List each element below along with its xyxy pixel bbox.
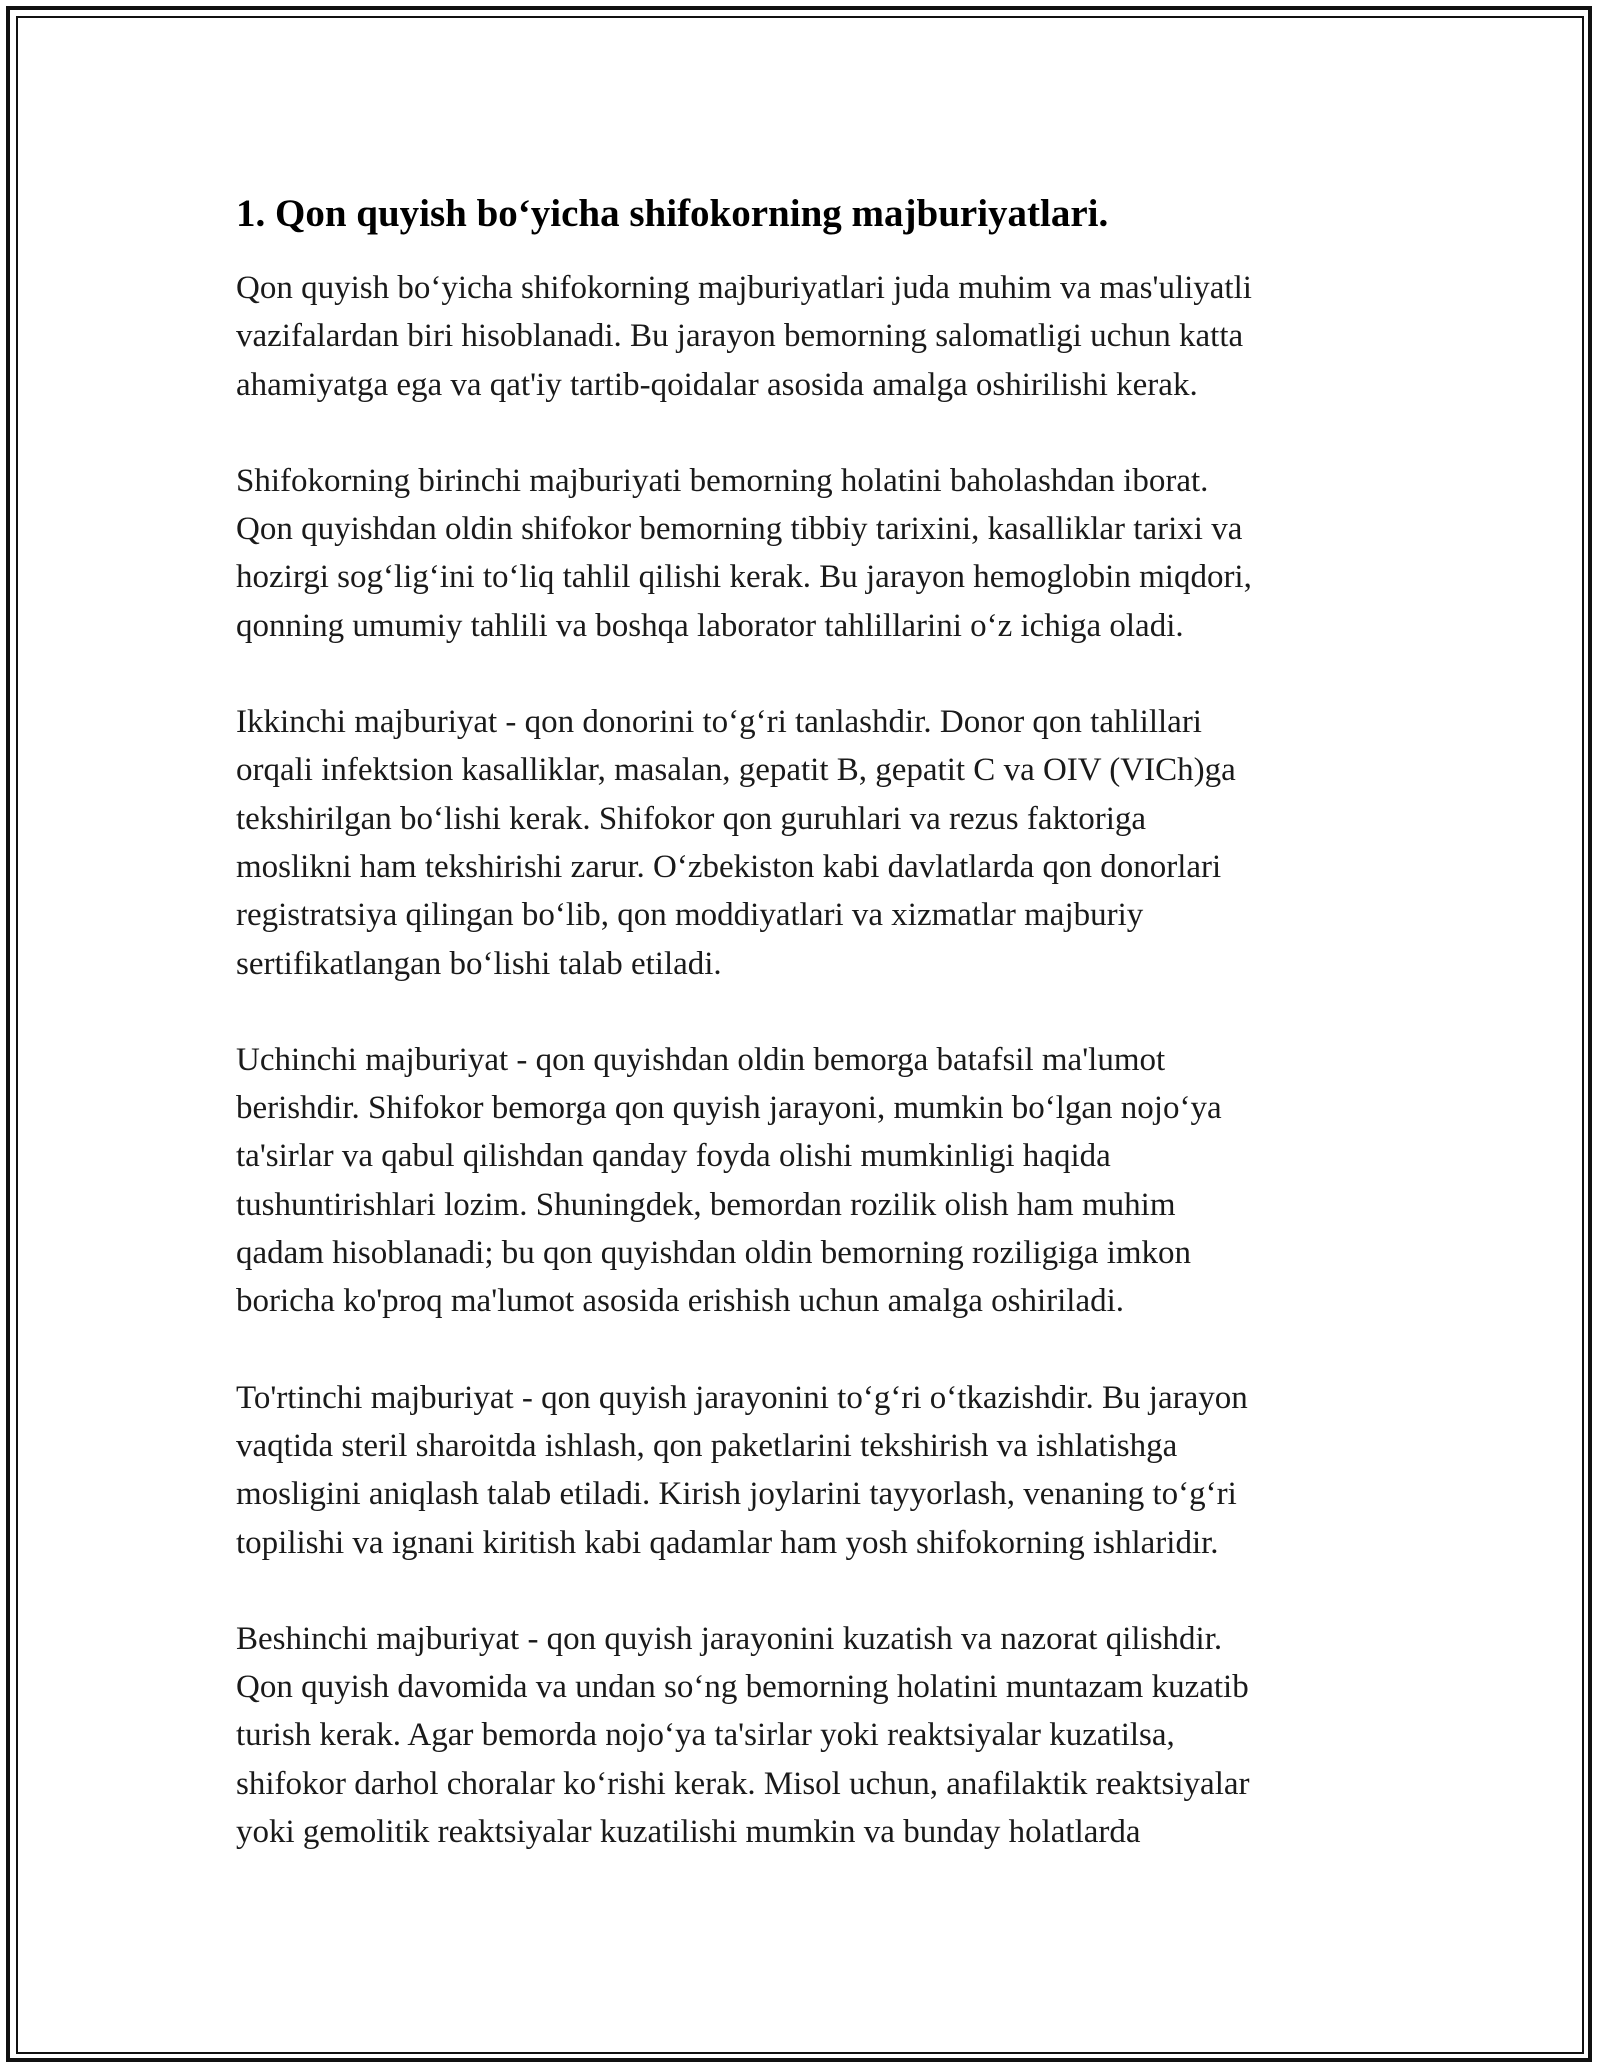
text-line: Ikkinchi majburiyat - qon donorini to‘g‘ri tanlashdir. Donor qon tahlillari (236, 704, 1202, 741)
text-line: ta'sirlar va qabul qilishdan qanday foyda olishi mumkinligi haqida (236, 1138, 1111, 1175)
document-title: 1. Qon quyish bo‘yicha shifokorning majburiyatlari. (236, 192, 1109, 235)
paragraph-second-duty (236, 698, 1406, 988)
text-line: Qon quyishdan oldin shifokor bemorning tibbiy tarixini, kasalliklar tarixi va (236, 511, 1243, 548)
paragraph-fourth-duty (236, 1374, 1406, 1567)
paragraph-fifth-duty (236, 1615, 1406, 1856)
text-line: topilishi va ignani kiritish kabi qadamlar ham yosh shifokorning ishlaridir. (236, 1524, 1219, 1561)
text-line: tekshirilgan bo‘lishi kerak. Shifokor qon guruhlari va rezus faktoriga (236, 800, 1147, 837)
text-line: To'rtinchi majburiyat - qon quyish jarayonini to‘g‘ri o‘tkazishdir. Bu jarayon (236, 1379, 1248, 1416)
text-line: mosligini aniqlash talab etiladi. Kirish joylarini tayyorlash, venaning to‘g‘ri (236, 1476, 1237, 1513)
text-line: sertifikatlangan bo‘lishi talab etiladi. (236, 945, 722, 982)
text-line: Beshinchi majburiyat - qon quyish jarayonini kuzatish va nazorat qilishdir. (236, 1620, 1223, 1657)
text-line: turish kerak. Agar bemorda nojo‘ya ta'sirlar yoki reaktsiyalar kuzatilsa, (236, 1717, 1175, 1754)
text-line: Uchinchi majburiyat - qon quyishdan oldin bemorga batafsil ma'lumot (236, 1041, 1166, 1078)
text-line: yoki gemolitik reaktsiyalar kuzatilishi mumkin va bunday holatlarda (236, 1814, 1141, 1851)
paragraph-intro (236, 264, 1406, 409)
text-line: vaqtida steril sharoitda ishlash, qon paketlarini tekshirish va ishlatishga (236, 1427, 1178, 1464)
text-line: shifokor darhol choralar ko‘rishi kerak. Misol uchun, anafilaktik reaktsiyalar (236, 1765, 1250, 1802)
text-line: Shifokorning birinchi majburiyati bemorning holatini baholashdan iborat. (236, 462, 1209, 499)
text-line: qonning umumiy tahlili va boshqa laborator tahlillarini o‘z ichiga oladi. (236, 607, 1184, 644)
paragraph-third-duty (236, 1036, 1406, 1326)
text-line: hozirgi sog‘lig‘ini to‘liq tahlil qilishi kerak. Bu jarayon hemoglobin miqdori, (236, 559, 1252, 596)
text-line: boricha ko'proq ma'lumot asosida erishish uchun amalga oshiriladi. (236, 1283, 1125, 1320)
text-line: tushuntirishlari lozim. Shuningdek, bemordan rozilik olish ham muhim (236, 1186, 1176, 1223)
document-body (236, 188, 1406, 1904)
text-line: vazifalardan biri hisoblanadi. Bu jarayon bemorning salomatligi uchun katta (236, 318, 1244, 355)
text-line: moslikni ham tekshirishi zarur. O‘zbekiston kabi davlatlarda qon donorlari (236, 848, 1222, 885)
text-line: orqali infektsion kasalliklar, masalan, gepatit B, gepatit C va OIV (VICh)ga (236, 752, 1236, 789)
text-line: registratsiya qilingan bo‘lib, qon moddiyatlari va xizmatlar majburiy (236, 897, 1144, 934)
text-line: berishdir. Shifokor bemorga qon quyish jarayoni, mumkin bo‘lgan nojo‘ya (236, 1090, 1222, 1127)
text-line: ahamiyatga ega va qat'iy tartib-qoidalar asosida amalga oshirilishi kerak. (236, 366, 1198, 403)
text-line: Qon quyish bo‘yicha shifokorning majburiyatlari juda muhim va mas'uliyatli (236, 270, 1252, 306)
text-line: qadam hisoblanadi; bu qon quyishdan oldin bemorning roziligiga imkon (236, 1235, 1192, 1272)
text-line: Qon quyish davomida va undan so‘ng bemorning holatini muntazam kuzatib (236, 1669, 1249, 1706)
paragraph-first-duty (236, 457, 1406, 650)
